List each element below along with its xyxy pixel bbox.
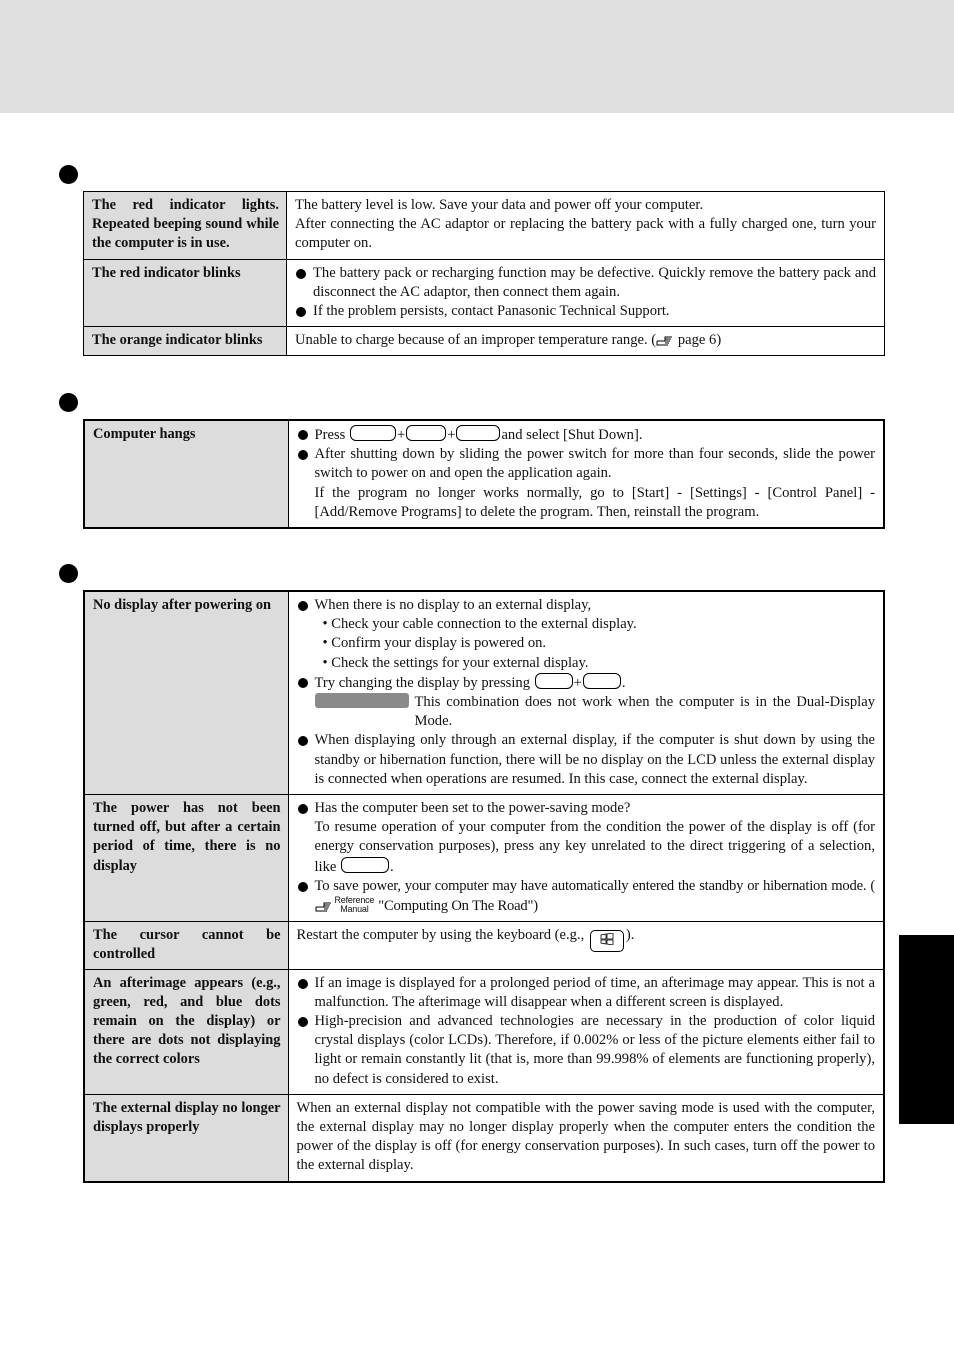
solution-bullet: When displaying only through an external display, if the computer is shut down by using the standby or hibernation function, there will be no display on the LCD unless the external display is connected when operations are resumed. In this case, connect the external display. <box>297 731 876 789</box>
table-row <box>84 922 884 969</box>
note-text: This combination does not work when the computer is in the Dual-Display Mode. <box>414 694 875 730</box>
problem-label: The red indicator blinks <box>84 259 287 327</box>
solution-bullet: If the problem persists, contact Panasonic Technical Support. <box>295 302 876 321</box>
table-row <box>84 259 885 327</box>
problem-label: The cursor cannot be controlled <box>84 922 288 969</box>
plus-sign: + <box>396 427 406 443</box>
solution-cell <box>288 922 884 969</box>
solution-bullet <box>297 596 876 673</box>
solution-text: Try changing the display by pressing <box>314 674 531 691</box>
solution-cell <box>287 259 885 327</box>
solution-text: . <box>621 674 626 691</box>
table-row <box>84 192 885 260</box>
table-row <box>84 795 884 922</box>
solution-subitem: • Check the settings for your external display. <box>322 654 589 671</box>
problem-label: The power has not been turned off, but after a certain period of time, there is no display <box>84 795 288 922</box>
solution-bullet <box>297 799 876 877</box>
solution-cell <box>287 327 885 356</box>
note-label-box <box>315 693 409 708</box>
plus-sign: + <box>447 427 456 443</box>
reference-manual-icon: Reference Manual <box>334 895 375 915</box>
fn-key-icon <box>535 673 573 689</box>
solution-bullet <box>297 425 876 445</box>
problem-label: Computer hangs <box>84 420 288 528</box>
table-row <box>84 1094 884 1181</box>
problem-label: The external display no longer displays properly <box>84 1094 288 1181</box>
solution-subitem: • Check your cable connection to the external display. <box>322 616 637 633</box>
section-bullet-battery <box>59 165 78 184</box>
solution-text: . <box>390 858 394 875</box>
windows-key-icon <box>590 930 624 952</box>
solution-text: After connecting the AC adaptor or replacing the battery pack with a fully charged one, turn your computer on. <box>295 216 876 252</box>
solution-cell <box>288 795 884 922</box>
section-bullet-display <box>59 564 78 583</box>
solution-cell <box>287 192 885 260</box>
solution-text: Restart the computer by using the keyboard (e.g., <box>296 927 585 944</box>
solution-text: "Computing On The Road") <box>378 898 538 915</box>
solution-text: Has the computer been set to the power-saving mode? <box>314 800 631 817</box>
solution-text: The battery level is low. Save your data and power off your computer. <box>295 197 704 213</box>
solution-text: After shutting down by sliding the power switch for more than four seconds, slide the power switch to power on and open the application again. <box>314 446 875 482</box>
solution-text: To resume operation of your computer from the condition the power of the display is off (for energy conservation purposes), press any key unrelated to the direct triggering of a selection, like <box>314 819 875 875</box>
solution-cell <box>288 591 884 795</box>
battery-troubleshooting-table <box>83 191 885 356</box>
problem-label: No display after powering on <box>84 591 288 795</box>
solution-text: To save power, your computer may have automatically entered the standby or hibernation mode. ( <box>314 877 875 894</box>
problem-label: The red indicator lights. Repeated beeping sound while the computer is in use. <box>84 192 287 260</box>
solution-text: When there is no display to an external display, <box>314 597 592 613</box>
solution-cell <box>288 969 884 1094</box>
solution-text: If the program no longer works normally, go to [Start] - [Settings] - [Control Panel] - [Add/Remove Programs] to delete the program. Then, reinstall the program. <box>314 484 875 520</box>
solution-text: ). <box>625 927 635 944</box>
ctrl-key-icon <box>350 425 396 441</box>
section-bullet-application <box>59 393 78 412</box>
pointing-hand-icon <box>656 333 674 347</box>
solution-bullet: If an image is displayed for a prolonged period of time, an afterimage may appear. This is not a malfunction. The afterimage will disappear when a different screen is displayed. <box>297 974 876 1012</box>
solution-text: page 6) <box>674 332 722 349</box>
display-troubleshooting-table <box>83 590 885 1183</box>
solution-cell <box>288 420 884 528</box>
note-row <box>315 693 876 731</box>
solution-subitem: • Confirm your display is powered on. <box>322 635 547 652</box>
solution-cell: When an external display not compatible with the power saving mode is used with the computer, the external display may no longer display properly when the computer enters the condition the power of the display is off (for energy conservation purposes). In such cases, turn off the power to the external display. <box>288 1094 884 1181</box>
alt-key-icon <box>406 425 446 441</box>
solution-bullet <box>297 877 876 916</box>
solution-text: Press <box>314 427 346 443</box>
table-row <box>84 420 884 528</box>
chapter-side-tab <box>899 935 954 1124</box>
solution-text: Unable to charge because of an improper temperature range. ( <box>295 332 657 349</box>
solution-bullet: The battery pack or recharging function may be defective. Quickly remove the battery pack and disconnect the AC adaptor, then connect them again. <box>295 264 876 302</box>
table-row <box>84 591 884 795</box>
del-key-icon <box>456 425 500 441</box>
header-band <box>0 0 954 113</box>
solution-bullet <box>297 445 876 522</box>
solution-bullet: High-precision and advanced technologies are necessary in the production of color liquid crystal displays (color LCDs). Therefore, if 0.002% or less of the picture elements either fail to light or remain constantly lit (that is, more than 99.998% of elements are functioning properly), no defect is considered to exist. <box>297 1012 876 1089</box>
problem-label: An afterimage appears (e.g., green, red, and blue dots remain on the display) or there are dots not displaying the correct colors <box>84 969 288 1094</box>
f3-key-icon <box>583 673 621 689</box>
solution-text: and select [Shut Down]. <box>501 427 643 443</box>
table-row <box>84 969 884 1094</box>
problem-label: The orange indicator blinks <box>84 327 287 356</box>
solution-bullet: Try changing the display by pressing + . This combination does not work when the computer is in the Dual-Display Mode. <box>297 673 876 732</box>
shift-key-icon <box>341 857 389 873</box>
pointing-hand-icon <box>315 899 333 913</box>
application-troubleshooting-table <box>83 419 885 529</box>
table-row <box>84 327 885 356</box>
